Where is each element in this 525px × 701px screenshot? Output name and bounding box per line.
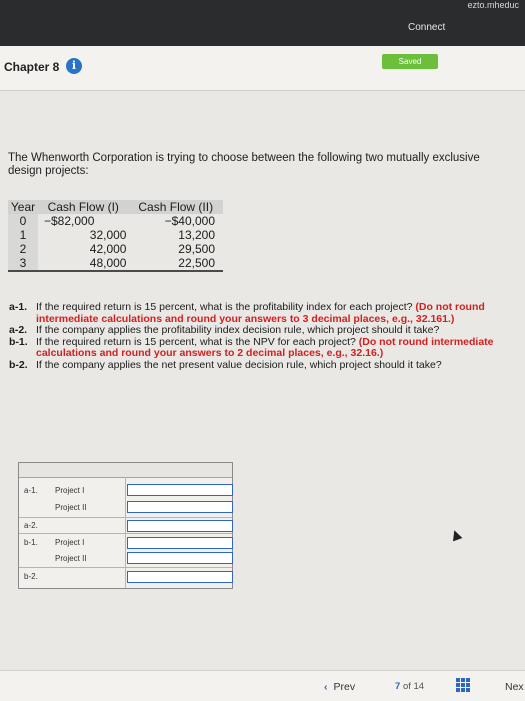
answer-label: b-2. <box>24 572 38 581</box>
cf1-cell: 48,000 <box>38 256 128 271</box>
pi-decision-select[interactable] <box>127 520 233 532</box>
question-a1 <box>9 302 517 325</box>
col-header-year: Year <box>8 200 38 214</box>
cf1-cell: 32,000 <box>89 228 127 242</box>
question-text: If the company applies the net present value decision rule, which project should it take? <box>36 358 442 371</box>
npv-project2-input[interactable] <box>127 552 233 564</box>
question-label: b-1. <box>9 335 28 348</box>
question-label: b-2. <box>9 358 28 371</box>
chapter-title: Chapter 8 <box>4 60 60 74</box>
question-note: (Do not round intermediate calculations and round your answers to 3 decimal places, e.g., 32.161.) <box>36 301 485 325</box>
question-b2 <box>9 360 517 372</box>
chevron-left-icon: ‹ <box>324 681 328 693</box>
cf2-cell: 13,200 <box>178 228 215 242</box>
col-header-cf1: Cash Flow (I) <box>38 200 128 214</box>
year-cell: 3 <box>8 256 38 271</box>
answer-table <box>18 462 233 589</box>
cf2-cell: 29,500 <box>178 242 215 256</box>
question-text: If the required return is 15 percent, what is the profitability index for each project? <box>36 301 413 313</box>
mouse-cursor-icon <box>450 529 463 542</box>
cash-flow-table <box>8 200 223 272</box>
pi-project1-input[interactable] <box>127 484 233 496</box>
saved-button[interactable]: Saved <box>382 54 438 69</box>
bottom-nav-bar <box>0 670 525 701</box>
year-cell: 0 <box>8 214 38 228</box>
cf1-cell: −$82,000 <box>44 214 95 228</box>
question-b1 <box>9 337 517 360</box>
project-label: Project II <box>55 503 87 512</box>
question-label: a-1. <box>9 301 28 313</box>
project-label: Project I <box>55 538 85 547</box>
problem-statement: The Whenworth Corporation is trying to choose between the following two mutually exclusive design projects: <box>8 152 480 177</box>
table-row <box>8 242 223 256</box>
year-cell: 2 <box>8 242 38 256</box>
year-cell: 1 <box>8 228 38 242</box>
question-label: a-2. <box>9 324 28 336</box>
cf2-cell: 22,500 <box>128 256 223 271</box>
answer-table-header <box>19 463 232 478</box>
answer-label: a-2. <box>24 521 38 530</box>
cf1-cell: 42,000 <box>89 242 127 256</box>
info-icon[interactable]: i <box>66 58 82 74</box>
question-note: (Do not round intermediate calculations and round your answers to 2 decimal places, e.g., 32.16.) <box>36 335 494 359</box>
page-indicator <box>395 681 424 692</box>
next-button[interactable]: Nex <box>505 681 524 693</box>
prev-label: Prev <box>333 681 356 693</box>
project-label: Project II <box>55 554 87 563</box>
grid-icon[interactable] <box>456 678 470 692</box>
question-list <box>9 302 517 371</box>
question-text: If the required return is 15 percent, what is the NPV for each project? <box>36 335 356 348</box>
prev-button[interactable] <box>324 681 355 693</box>
table-row <box>8 228 223 242</box>
table-row <box>8 256 223 271</box>
pi-project2-input[interactable] <box>127 501 233 513</box>
answer-label: a-1. <box>24 486 38 495</box>
brand-text: ezto.mheduc <box>467 0 519 10</box>
question-text: If the company applies the profitability index decision rule, which project should it take? <box>36 324 440 336</box>
answer-label: b-1. <box>24 538 38 547</box>
connect-logo: Connect <box>408 22 446 33</box>
table-row <box>8 214 223 228</box>
project-label: Project I <box>55 486 85 495</box>
npv-decision-select[interactable] <box>127 571 233 583</box>
current-page[interactable]: 7 <box>395 681 401 692</box>
npv-project1-input[interactable] <box>127 537 233 549</box>
col-header-cf2: Cash Flow (II) <box>128 200 223 214</box>
cf2-cell: −$40,000 <box>164 214 215 228</box>
top-bar <box>0 0 525 46</box>
total-pages: of 14 <box>402 681 425 692</box>
